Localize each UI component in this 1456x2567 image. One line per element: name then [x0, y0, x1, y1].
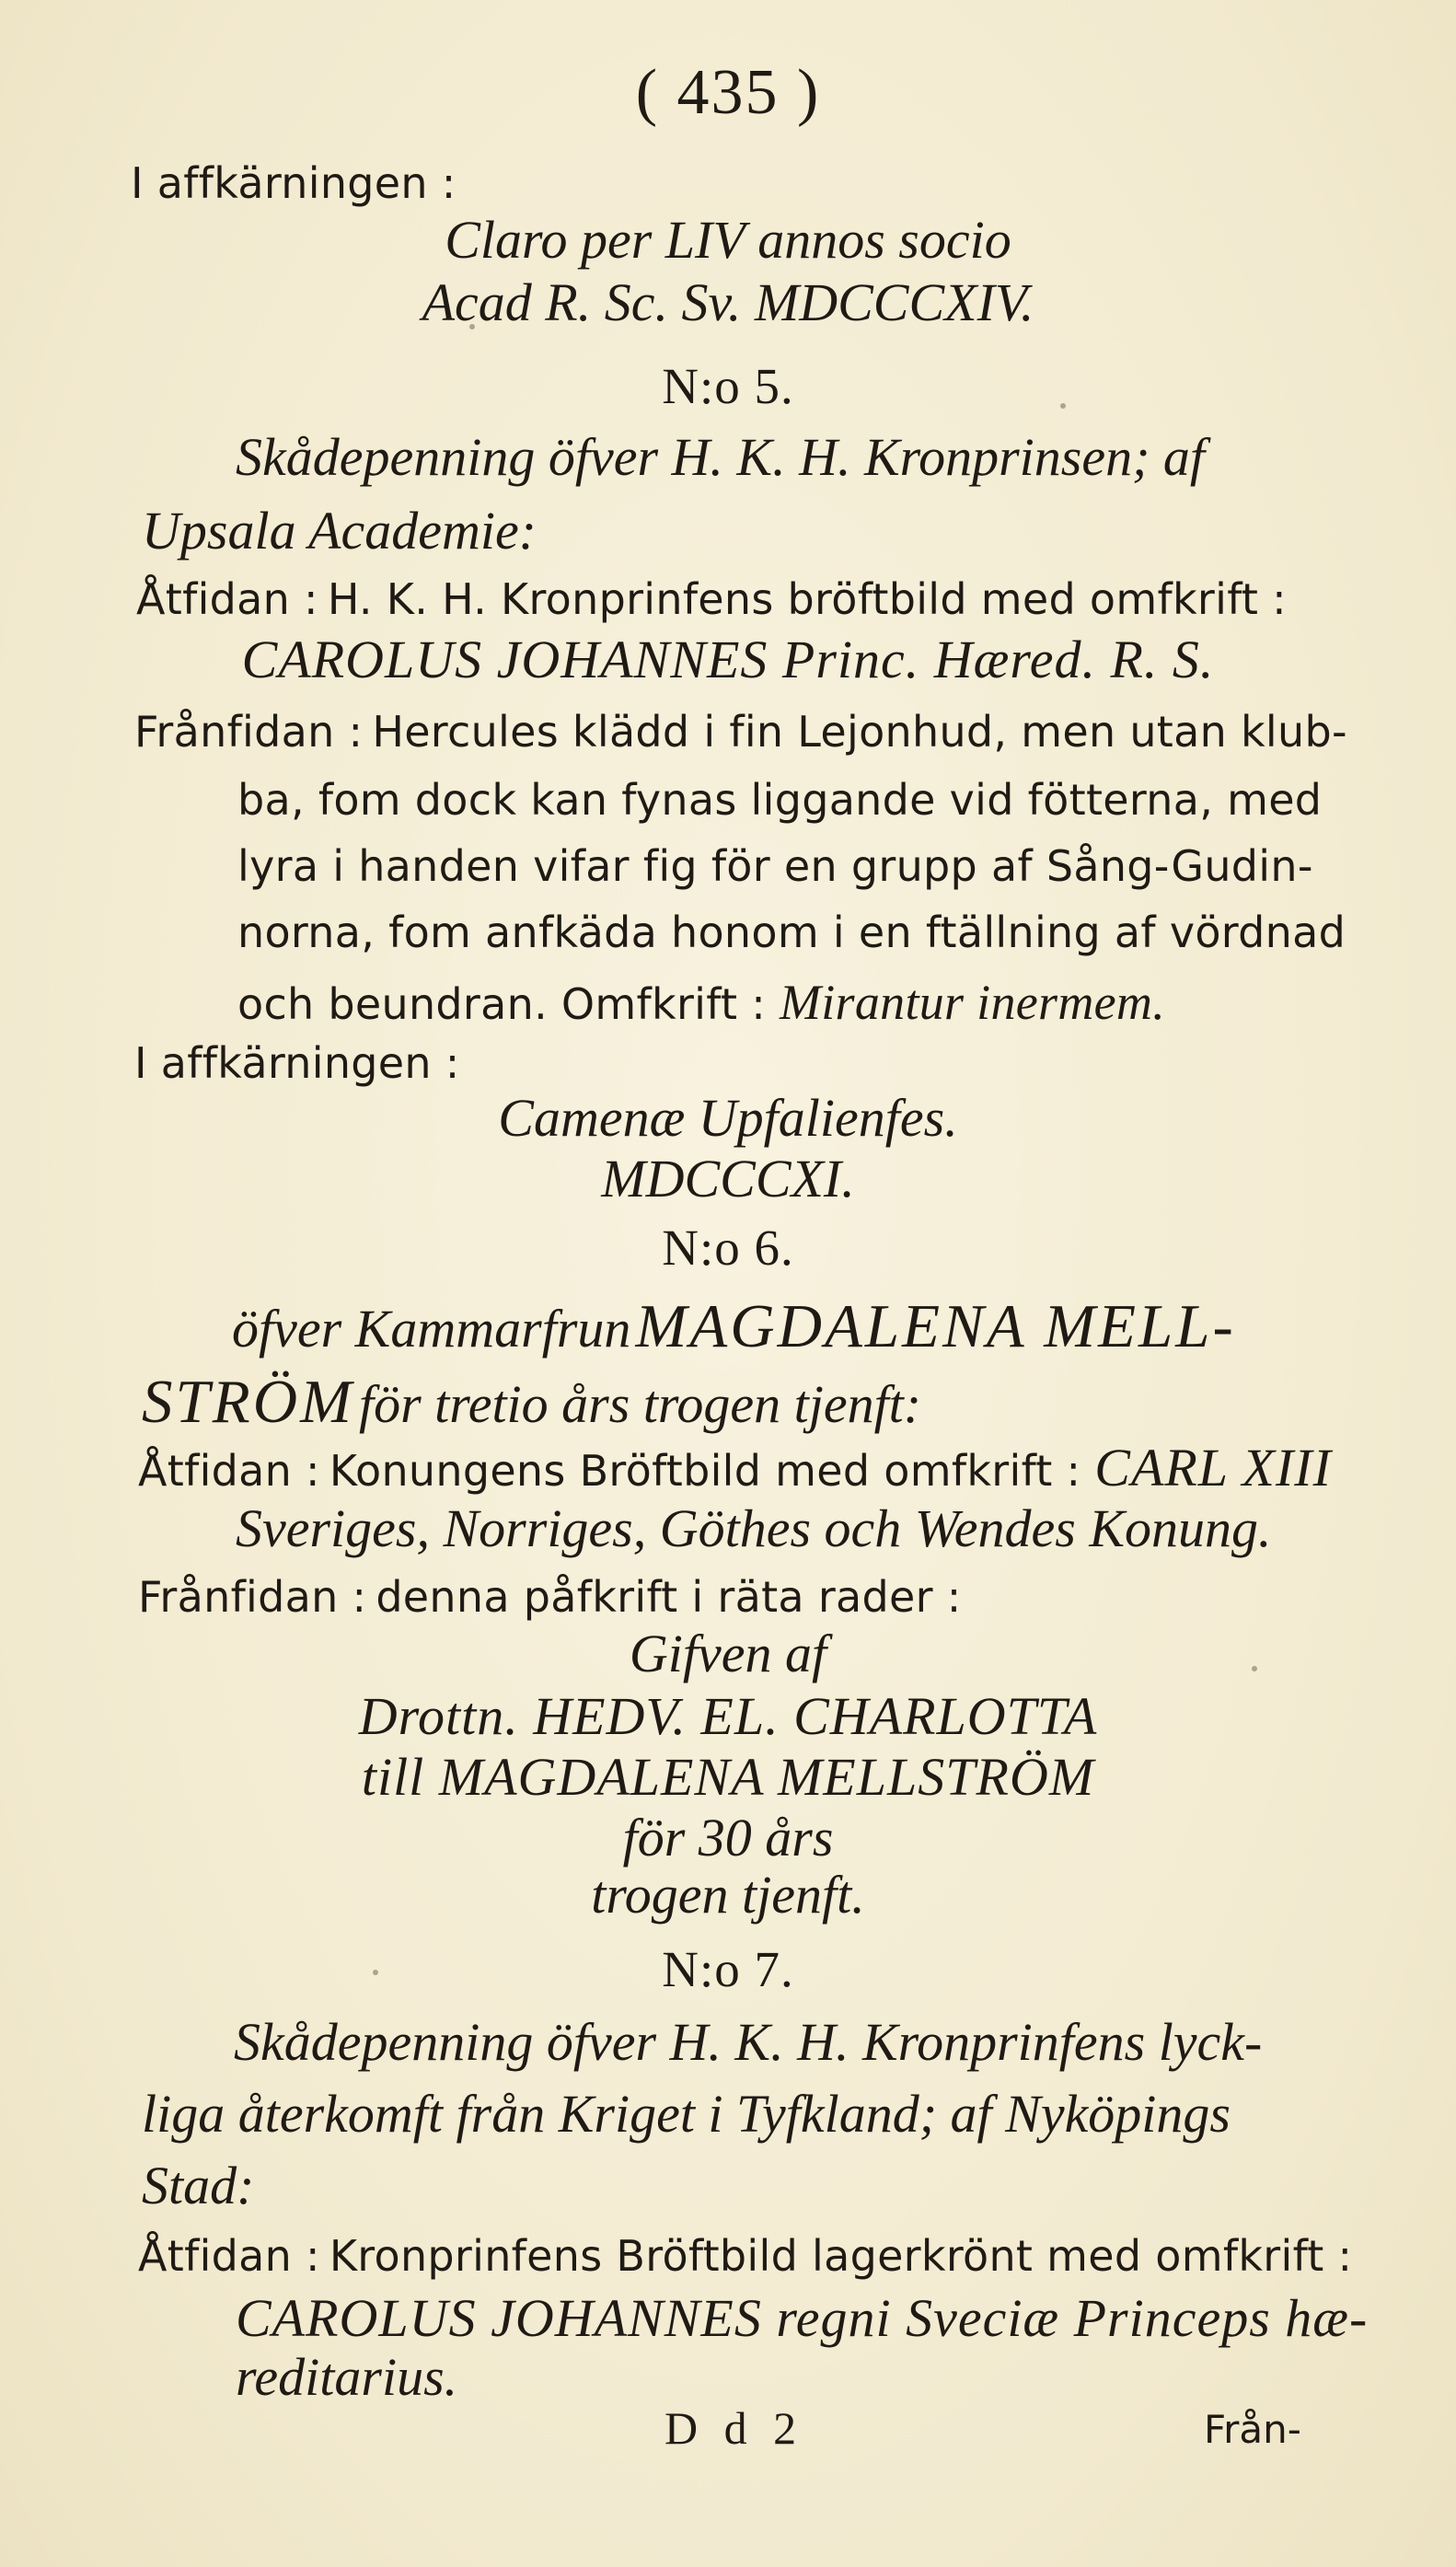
signature-mark: D d 2: [664, 2402, 804, 2454]
reverse-text: denna påfkrift i räta rader :: [376, 1572, 962, 1622]
section-title-7: Skådepenning öfver H. K. H. Kronprinfens lyck-: [234, 2012, 1263, 2072]
obverse-legend: reditarius.: [236, 2347, 458, 2407]
section-title-6: öfver Kammarfrun MAGDALENA MELL-: [232, 1292, 1236, 1360]
obverse-text: H. K. H. Kronprinfens bröftbild med omfkrift :: [327, 574, 1287, 624]
obverse-row: [138, 2231, 1353, 2281]
obverse-row: [138, 1438, 1332, 1497]
obverse-row: [136, 574, 1287, 624]
paper-speck: [1252, 1666, 1257, 1671]
obverse-label: Åtfidan :: [136, 574, 318, 624]
exergue-label: I affkärningen :: [131, 158, 456, 208]
reverse-row: [237, 975, 1166, 1030]
obverse-legend: CAROLUS JOHANNES Princ. Hæred. R. S.: [241, 630, 1215, 689]
section-number-7: N:o 7.: [662, 1941, 794, 1997]
reverse-row: [134, 707, 1347, 757]
obverse-label: Åtfidan :: [138, 2231, 320, 2281]
inscription-line: Gifven af: [629, 1624, 827, 1683]
inscription-line: till MAGDALENA MELLSTRÖM: [361, 1747, 1095, 1807]
reverse-text: norna, fom anfkäda honom i en ftällning af vördnad: [237, 908, 1346, 957]
section-number-5: N:o 5.: [662, 358, 794, 414]
paper-speck: [1060, 403, 1066, 409]
footer: [0, 2402, 1456, 2479]
motto-line: Claro per LIV annos socio: [445, 210, 1011, 270]
paper-speck: [469, 324, 475, 330]
inscription-line: Drottn. HEDV. EL. CHARLOTTA: [358, 1686, 1098, 1746]
section-title-5: Upsala Academie:: [142, 501, 537, 561]
obverse-label: Åtfidan :: [138, 1446, 320, 1496]
reverse-text: Hercules klädd i fin Lejonhud, men utan klub-: [372, 707, 1347, 757]
reverse-label: Frånfidan :: [138, 1572, 367, 1622]
inscription-line: för 30 års: [622, 1808, 834, 1867]
catchword: Från-: [1204, 2407, 1301, 2452]
section-number-6: N:o 6.: [662, 1220, 794, 1276]
motto-line: Acad R. Sc. Sv. MDCCCXIV.: [422, 272, 1034, 332]
page-number: ( 435 ): [635, 57, 821, 128]
reverse-legend: Mirantur inermem.: [779, 975, 1166, 1030]
obverse-text: Kronprinfens Bröftbild lagerkrönt med omfkrift :: [329, 2231, 1353, 2281]
paper-speck: [373, 1970, 378, 1975]
exergue-text: MDCCCXI.: [601, 1149, 855, 1208]
reverse-text: lyra i handen vifar fig för en grupp af Sång-Gudin-: [237, 841, 1313, 891]
obverse-legend: CARL XIII: [1094, 1438, 1332, 1497]
obverse-text: Konungens Bröftbild med omfkrift :: [329, 1446, 1081, 1496]
reverse-label: Frånfidan :: [134, 707, 364, 757]
reverse-text: ba, fom dock kan fynas liggande vid fötterna, med: [237, 775, 1323, 825]
obverse-legend: CAROLUS JOHANNES regni Sveciæ Princeps hæ-: [236, 2288, 1369, 2348]
exergue-label: I affkärningen :: [134, 1038, 460, 1088]
inscription-line: trogen tjenft.: [591, 1865, 865, 1925]
reverse-text: och beundran. Omfkrift :: [237, 979, 767, 1029]
section-title-7: liga återkomft från Kriget i Tyfkland; af Nyköpings: [142, 2084, 1231, 2144]
section-title-7: Stad:: [142, 2156, 255, 2215]
reverse-row: [138, 1572, 962, 1622]
exergue-text: Camenæ Upfalienfes.: [498, 1088, 958, 1148]
section-title-6: STRÖM för tretio års trogen tjenft:: [142, 1368, 922, 1436]
section-title-5: Skådepenning öfver H. K. H. Kronprinsen; af: [236, 427, 1206, 487]
obverse-legend: Sveriges, Norriges, Göthes och Wendes Konung.: [236, 1498, 1272, 1558]
